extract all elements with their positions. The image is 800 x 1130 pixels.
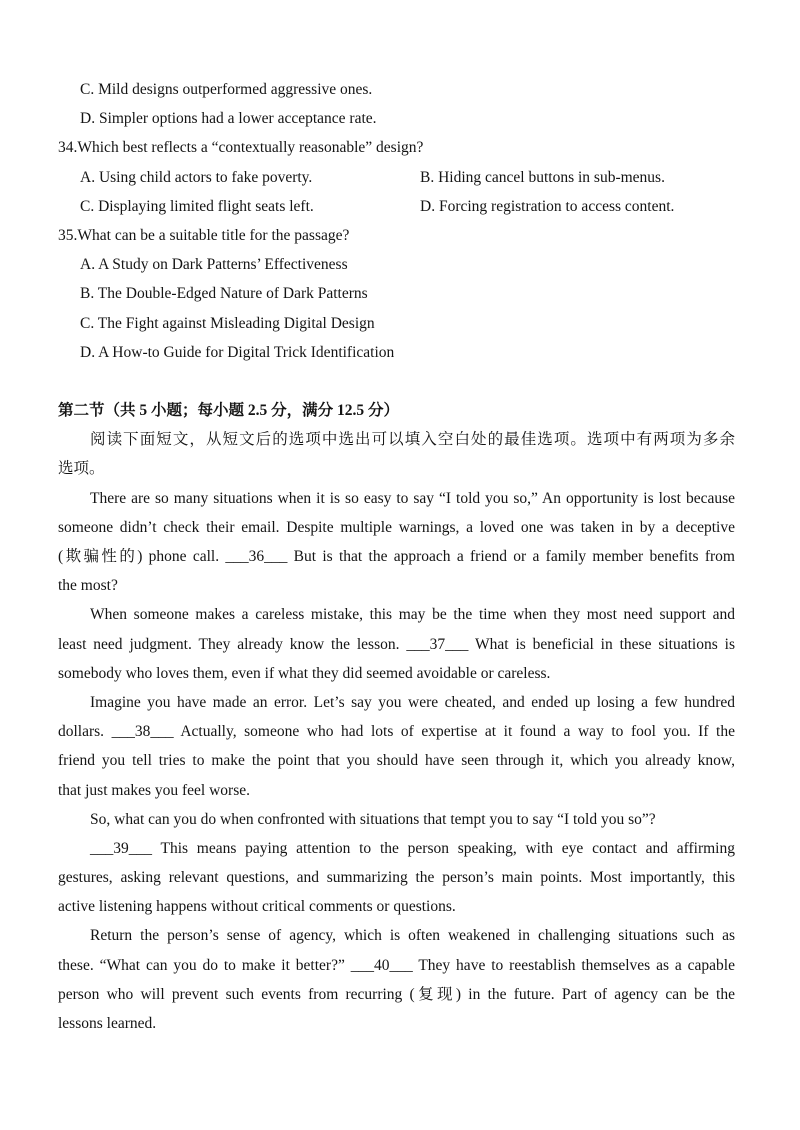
passage-paragraph-4 xyxy=(58,805,735,834)
paragraph-line: So, what can you do when confronted with situations that tempt you to say “I told you so”? xyxy=(90,810,656,828)
paragraph-line: lessons learned. xyxy=(58,1015,157,1032)
section-2-instruction-line-2: 选项。 xyxy=(58,460,105,478)
passage-paragraph-6 xyxy=(58,921,735,1038)
q33-option-d: D. Simpler options had a lower acceptance rate. xyxy=(80,110,377,128)
q34-option-c: C. Displaying limited flight seats left. xyxy=(80,197,314,215)
page-content xyxy=(58,75,735,1038)
paragraph-line: There are so many situations when it is so easy to say “I told you so,” An opportunity is lost because xyxy=(90,489,735,507)
paragraph-line: dollars. ___38___ Actually, someone who had lots of expertise at it found a way to fool you. If the xyxy=(58,723,735,741)
q34-stem: 34.Which best reflects a “contextually reasonable” design? xyxy=(58,139,424,157)
paragraph-line: somebody who loves them, even if what they did seemed avoidable or careless. xyxy=(58,664,551,682)
section-2-instruction-line-1: 阅读下面短文，从短文后的选项中选出可以填入空白处的最佳选项。选项中有两项为多余 xyxy=(90,431,735,449)
passage-paragraph-1 xyxy=(58,484,735,601)
passage-paragraph-5 xyxy=(58,834,735,922)
paragraph-line: person who will prevent such events from recurring (复现) in the future. Part of agency can be the xyxy=(58,985,735,1003)
q34-options-row-1 xyxy=(58,163,735,192)
q35-option-d: D. A How-to Guide for Digital Trick Identification xyxy=(80,343,395,361)
passage-paragraph-2 xyxy=(58,600,735,688)
q35-option-b: B. The Double-Edged Nature of Dark Patterns xyxy=(80,285,368,303)
paragraph-line: gestures, asking relevant questions, and summarizing the person’s main points. Most importantly, this xyxy=(58,869,735,887)
paragraph-line: the most? xyxy=(58,577,118,595)
section-2-heading: 第二节（共 5 小题；每小题 2.5 分，满分 12.5 分） xyxy=(58,402,400,420)
paragraph-line: these. “What can you do to make it better?” ___40___ They have to reestablish themselves as a capable xyxy=(58,956,735,974)
paragraph-line: friend you tell tries to make the point that you should have seen through it, which you already know, xyxy=(58,752,735,770)
q34-options-row-2 xyxy=(58,192,735,221)
paragraph-line: that just makes you feel worse. xyxy=(58,781,250,799)
paragraph-line: least need judgment. They already know the lesson. ___37___ What is beneficial in these situations is xyxy=(58,635,735,653)
q35-stem: 35.What can be a suitable title for the passage? xyxy=(58,226,350,244)
paragraph-line: Imagine you have made an error. Let’s say you were cheated, and ended up losing a few hundred xyxy=(90,693,735,711)
q34-option-d: D. Forcing registration to access content. xyxy=(420,197,675,215)
q33-option-c: C. Mild designs outperformed aggressive ones. xyxy=(80,81,373,98)
q34-option-b: B. Hiding cancel buttons in sub-menus. xyxy=(420,168,665,186)
paragraph-line: (欺骗性的) phone call. ___36___ But is that the approach a friend or a family member benefits from xyxy=(58,548,735,565)
paragraph-line: someone didn’t check their email. Despite multiple warnings, a loved one was taken in by a deceptive xyxy=(58,518,735,536)
q34-option-a: A. Using child actors to fake poverty. xyxy=(80,168,313,186)
paragraph-line: ___39___ This means paying attention to the person speaking, with eye contact and affirming xyxy=(90,839,735,857)
paragraph-line: active listening happens without critical comments or questions. xyxy=(58,898,456,916)
section-spacer xyxy=(58,367,735,396)
paragraph-line: Return the person’s sense of agency, which is often weakened in challenging situations such as xyxy=(90,927,735,945)
q35-option-a: A. A Study on Dark Patterns’ Effectiveness xyxy=(80,256,348,274)
paragraph-line: When someone makes a careless mistake, this may be the time when they most need support and xyxy=(90,606,735,624)
q35-option-c: C. The Fight against Misleading Digital Design xyxy=(80,314,375,332)
passage-paragraph-3 xyxy=(58,688,735,805)
